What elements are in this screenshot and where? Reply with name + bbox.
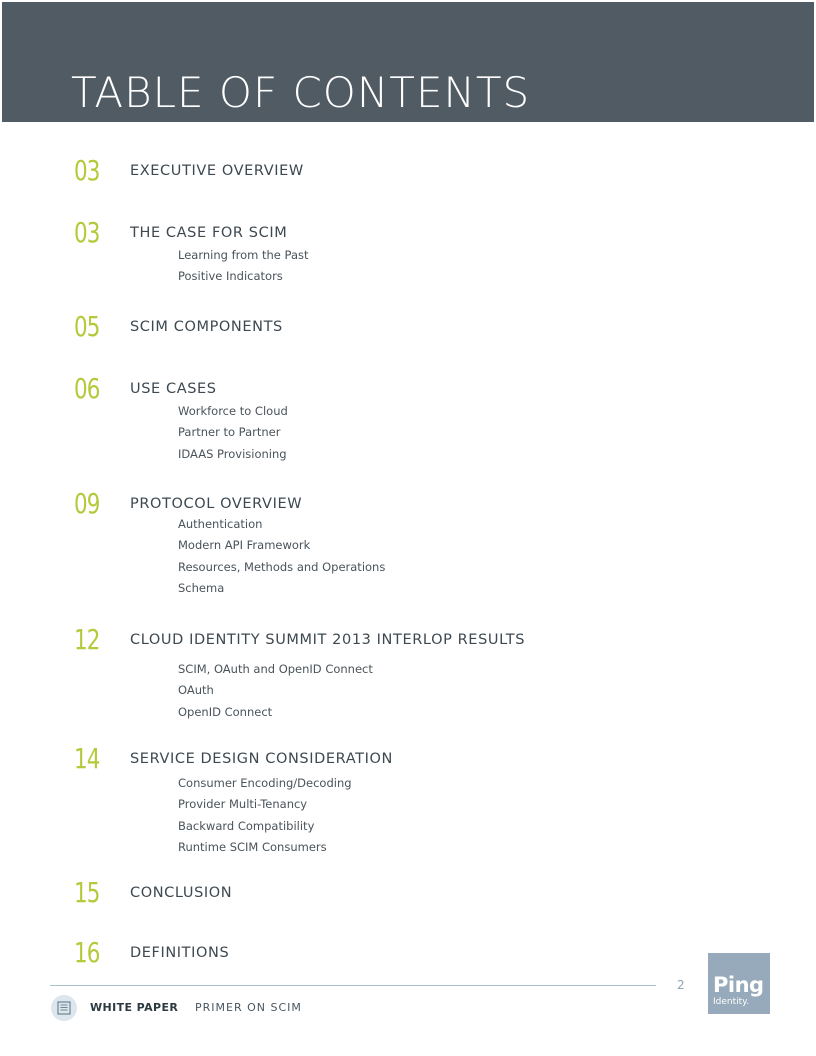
toc-subsection[interactable]: OAuth <box>178 683 214 698</box>
toc-subsection[interactable]: Resources, Methods and Operations <box>178 559 386 574</box>
ping-identity-logo <box>708 953 770 1014</box>
toc-subsection[interactable]: OpenID Connect <box>178 704 273 719</box>
toc-subsection[interactable]: Positive Indicators <box>178 269 283 284</box>
toc-subsection-list <box>178 519 385 605</box>
toc-page-number: 12 <box>74 623 100 656</box>
logo-wordmark: Ping <box>713 973 764 997</box>
toc-subsection[interactable]: Runtime SCIM Consumers <box>178 840 327 855</box>
toc-subsection-list <box>178 664 373 728</box>
page-number: 2 <box>677 978 685 992</box>
header-band <box>2 2 814 122</box>
footer-doc-type: WHITE PAPER <box>90 1001 179 1014</box>
toc-page-number: 06 <box>74 372 100 405</box>
footer-doc-title: PRIMER ON SCIM <box>195 1001 302 1014</box>
document-icon <box>51 995 77 1021</box>
toc-subsection[interactable]: Schema <box>178 581 225 596</box>
toc-page-number: 05 <box>74 310 100 343</box>
toc-page-number: 15 <box>74 876 100 909</box>
toc-heading[interactable]: SERVICE DESIGN CONSIDERATION <box>130 751 393 767</box>
toc-heading[interactable]: USE CASES <box>130 381 217 397</box>
toc-page-number: 03 <box>74 154 100 187</box>
toc-subsection[interactable]: Consumer Encoding/Decoding <box>178 776 352 790</box>
toc-heading[interactable]: EXECUTIVE OVERVIEW <box>130 163 304 179</box>
toc-heading[interactable]: DEFINITIONS <box>130 945 230 961</box>
toc-subsection[interactable]: SCIM, OAuth and OpenID Connect <box>178 662 373 676</box>
toc-subsection[interactable]: Partner to Partner <box>178 425 281 440</box>
toc-heading[interactable]: PROTOCOL OVERVIEW <box>130 496 303 512</box>
toc-subsection[interactable]: IDAAS Provisioning <box>178 446 287 461</box>
page-title: TABLE OF CONTENTS <box>71 68 531 117</box>
toc-subsection[interactable]: Provider Multi-Tenancy <box>178 797 308 812</box>
toc-subsection[interactable]: Modern API Framework <box>178 538 311 553</box>
toc-subsection[interactable]: Learning from the Past <box>178 248 309 262</box>
toc-page-number: 03 <box>74 216 100 249</box>
toc-subsection[interactable]: Workforce to Cloud <box>178 404 288 418</box>
toc-subsection-list <box>178 250 309 293</box>
toc-heading[interactable]: THE CASE FOR SCIM <box>130 225 288 241</box>
toc-page-number: 09 <box>74 487 100 520</box>
toc-heading[interactable]: SCIM COMPONENTS <box>130 319 283 335</box>
toc-page-number: 14 <box>74 742 100 775</box>
toc-subsection-list <box>178 778 352 864</box>
toc-page-number: 16 <box>74 936 100 969</box>
toc-heading[interactable]: CONCLUSION <box>130 885 233 901</box>
footer-divider <box>50 985 656 986</box>
toc-subsection[interactable]: Authentication <box>178 517 263 531</box>
logo-subtext: Identity. <box>713 997 750 1007</box>
toc-subsection[interactable]: Backward Compatibility <box>178 818 315 833</box>
toc-subsection-list <box>178 406 288 470</box>
toc-heading[interactable]: CLOUD IDENTITY SUMMIT 2013 INTERLOP RESULTS <box>130 632 526 648</box>
